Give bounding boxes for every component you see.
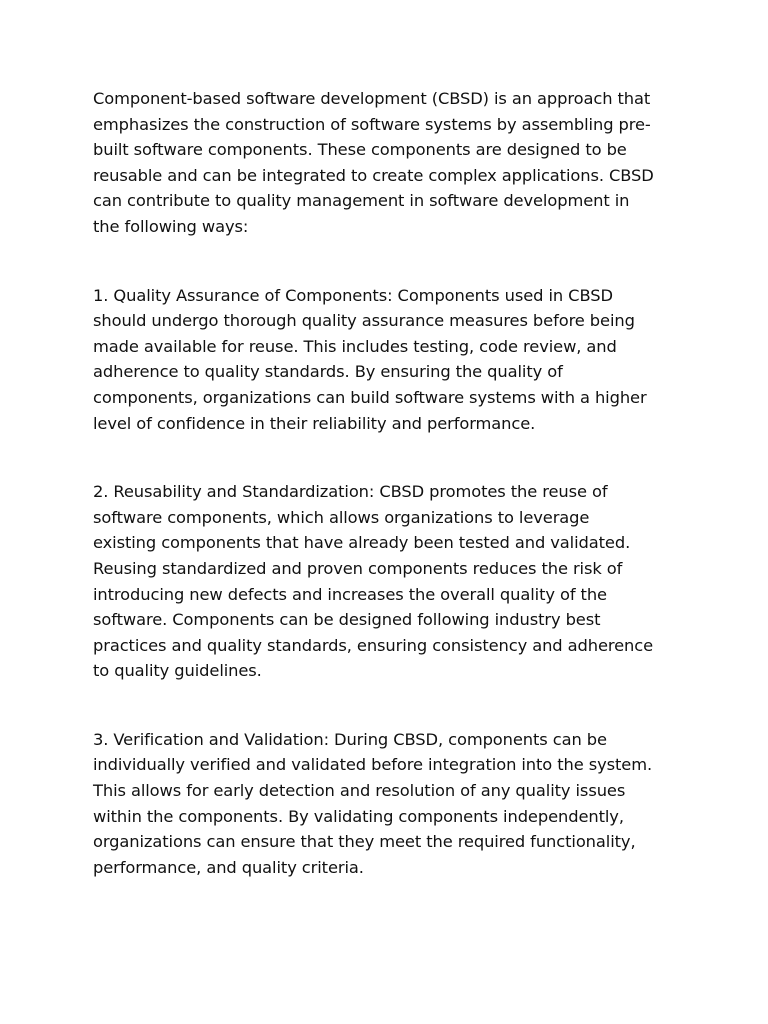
paragraph-spacer xyxy=(93,684,693,727)
quality-assurance-paragraph: 1. Quality Assurance of Components: Components used in CBSD should undergo thorough quality assurance measures before being made available for reuse. This includes testing, code review, and adherence to quality standards. By ensuring the quality of components, organizations can build software systems with a higher level of confidence in their reliability and performance. xyxy=(93,285,647,433)
intro-paragraph: Component-based software development (CBSD) is an approach that emphasizes the construction of software systems by assembling pre- built software components. These components are designed to be reusable and can be integrated to create complex applications. CBSD can contribute to quality management in software development in the following ways: xyxy=(93,89,654,236)
document-body xyxy=(93,86,693,880)
reusability-paragraph: 2. Reusability and Standardization: CBSD promotes the reuse of software components, which allows organizations to leverage existing components that have already been tested and validated. Reusing standardized and proven components reduces the risk of introducing new defects and increases the overall quality of the software. Components can be designed following industry best practices and quality standards, ensuring consistency and adherence to quality guidelines. xyxy=(93,482,653,681)
verification-paragraph: 3. Verification and Validation: During CBSD, components can be individually verified and validated before integration into the system. This allows for early detection and resolution of any quality issues within the components. By validating components independently, organizations can ensure that they meet the required functionality, performance, and quality criteria. xyxy=(93,729,653,877)
paragraph-spacer xyxy=(93,436,693,479)
paragraph-spacer xyxy=(93,240,693,283)
